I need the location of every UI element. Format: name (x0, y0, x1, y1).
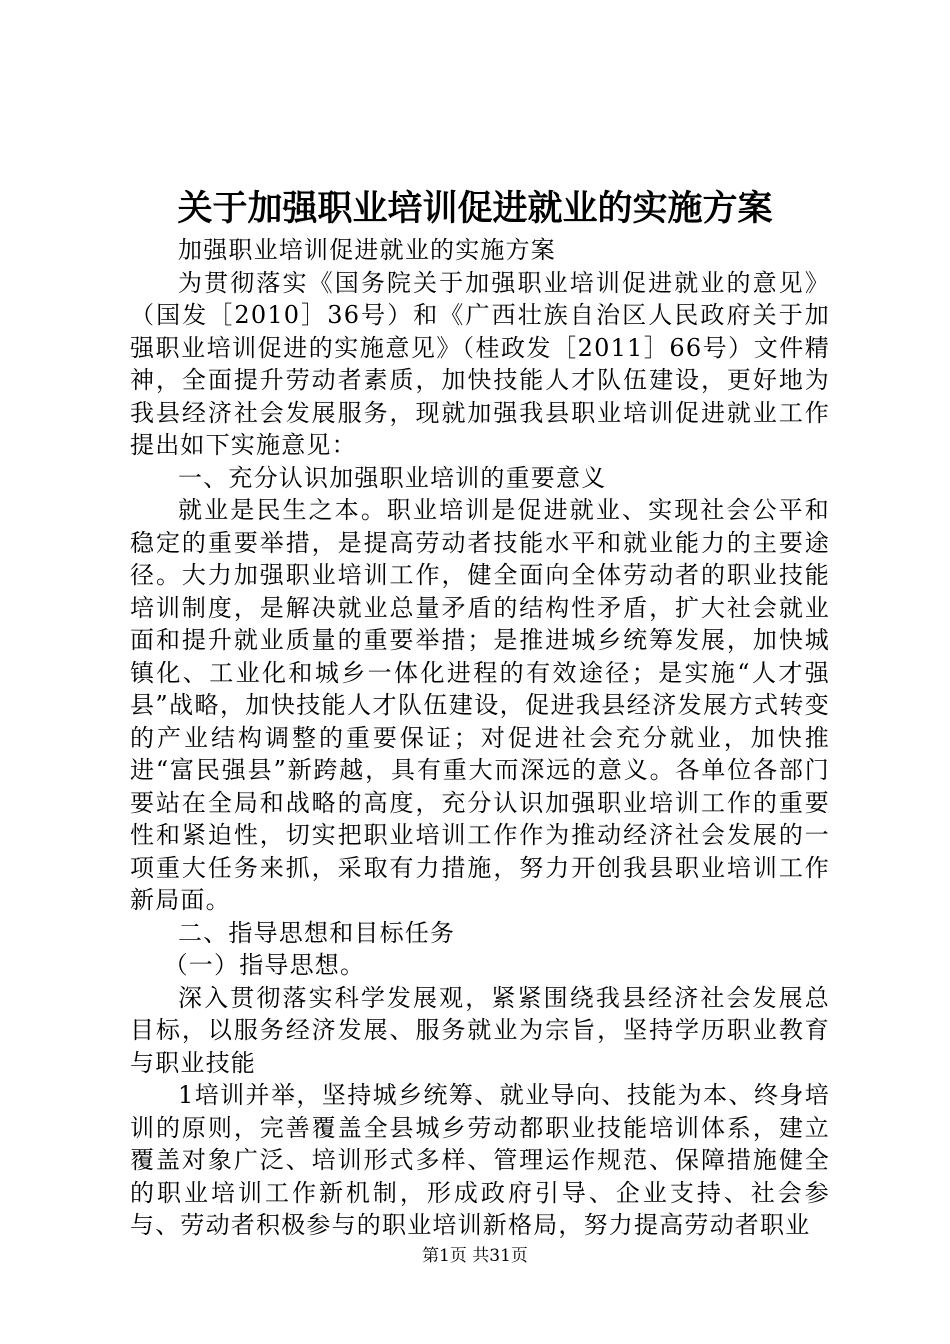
document-title: 关于加强职业培训促进就业的实施方案 (177, 188, 773, 229)
page-number-footer: 第1页 共31页 (422, 1246, 528, 1266)
guiding-thought-paragraph: 深入贯彻落实科学发展观，紧紧围绕我县经济社会发展总目标，以服务经济发展、服务就业为宗旨，坚持学历职业教育与职业技能 (130, 983, 830, 1077)
subtitle-paragraph: 加强职业培训促进就业的实施方案 (178, 236, 556, 264)
training-paragraph: 1培训并举，坚持城乡统筹、就业导向、技能为本、终身培训的原则，完善覆盖全县城乡劳动都职业技能培训体系，建立覆盖对象广泛、培训形式多样、管理运作规范、保障措施健全的职业培训工作新机制，形成政府引导、企业支持、社会参与、劳动者积极参与的职业培训新格局，努力提高劳动者职业 (130, 1081, 830, 1239)
subsection-heading-1: （一）指导思想。 (163, 951, 366, 979)
section-heading-2: 二、指导思想和目标任务 (178, 918, 456, 947)
intro-paragraph: 为贯彻落实《国务院关于加强职业培训促进就业的意见》（国发［2010］36号）和《广西壮族自治区人民政府关于加强职业培训促进的实施意见》（桂政发［2011］66号）文件精神，全面提升劳动者素质，加快技能人才队伍建设，更好地为我县经济社会发展服务，现就加强我县职业培训促进就业工作提出如下实施意见： (130, 268, 830, 459)
section-1-paragraph: 就业是民生之本。职业培训是促进就业、实现社会公平和稳定的重要举措，是提高劳动者技能水平和就业能力的主要途径。大力加强职业培训工作，健全面向全体劳动者的职业技能培训制度，是解决就业总量矛盾的结构性矛盾，扩大社会就业面和提升就业质量的重要举措；是推进城乡统筹发展，加快城镇化、工业化和城乡一体化进程的有效途径；是实施“人才强县”战略，加快技能人才队伍建设，促进我县经济发展方式转变的产业结构调整的重要保证；对促进社会充分就业，加快推进“富民强县”新跨越，具有重大而深远的意义。各单位各部门要站在全局和战略的高度，充分认识加强职业培训工作的重要性和紧迫性，切实把职业培训工作作为推动经济社会发展的一项重大任务来抓，采取有力措施，努力开创我县职业培训工作新局面。 (130, 496, 830, 914)
section-heading-1: 一、充分认识加强职业培训的重要意义 (178, 463, 607, 492)
document-body (130, 234, 830, 1242)
